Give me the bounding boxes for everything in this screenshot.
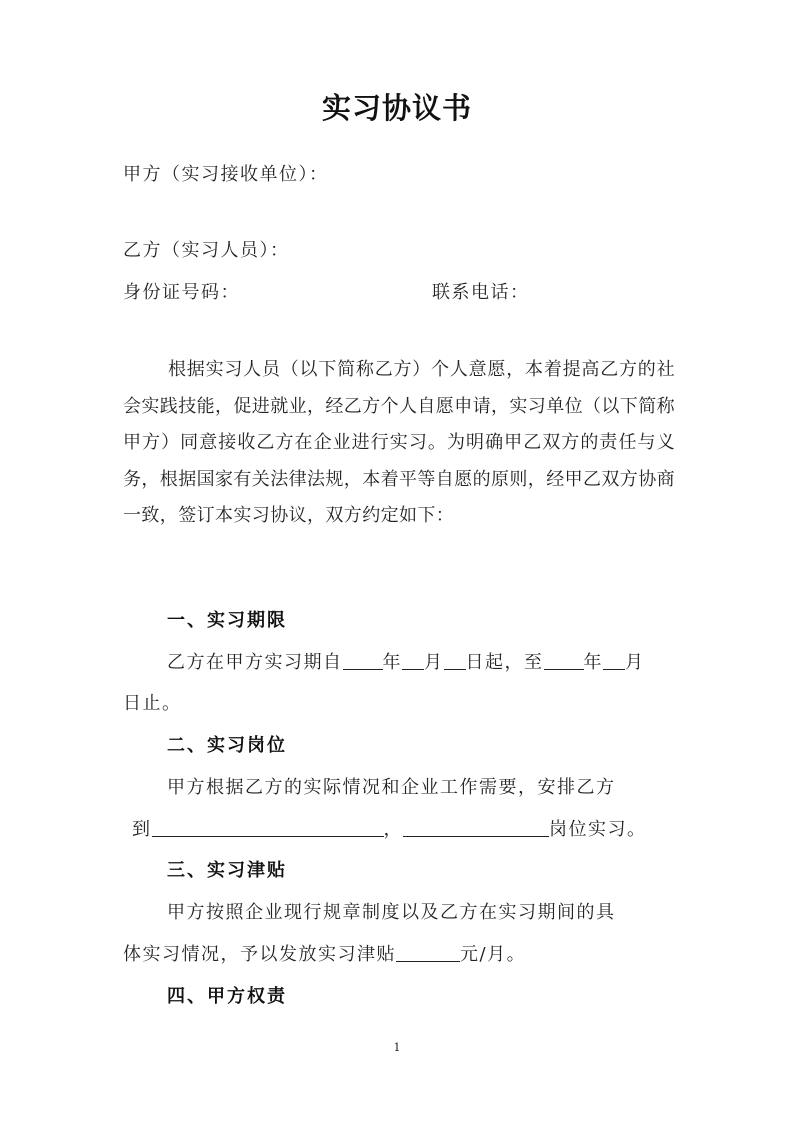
allowance-text-line-2 [123, 940, 526, 966]
section-3-heading: 三、实习津贴 [167, 860, 287, 881]
phone-label: 联系电话： [432, 282, 530, 303]
intro-paragraph: 根据实习人员（以下简称乙方）个人意愿，本着提高乙方的社会实践技能，促进就业，经乙方个人自愿申请，实习单位（以下简称甲方）同意接收乙方在企业进行实习。为明确甲乙双方的责任与义务，根据国家有关法律法规，本着平等自愿的原则，经甲乙双方协商一致，签订本实习协议，双方约定如下： [123, 359, 675, 527]
to-label: 到 [132, 819, 152, 840]
year-label: 年 [382, 652, 402, 673]
start-month-blank[interactable] [402, 651, 424, 670]
start-year-blank[interactable] [343, 651, 383, 670]
position-blank-line [132, 815, 647, 841]
internship-period-line [167, 648, 645, 674]
end-year-blank[interactable] [544, 651, 584, 670]
allowance-text-line-1: 甲方按照企业现行规章制度以及乙方在实习期间的具 [167, 902, 616, 923]
year-label-2: 年 [583, 652, 603, 673]
page-number: 1 [393, 1041, 401, 1054]
comma-label: ， [383, 819, 403, 840]
period-end-line: 日止。 [123, 693, 182, 714]
document-title: 实习协议书 [321, 91, 472, 125]
month-label: 月 [424, 652, 444, 673]
section-2-heading: 二、实习岗位 [167, 735, 287, 756]
start-day-blank[interactable] [444, 651, 466, 670]
party-b-label: 乙方（实习人员）： [123, 240, 290, 261]
day-from-label: 日起，至 [465, 652, 544, 673]
allowance-amount-blank[interactable] [396, 943, 460, 962]
month-label-2: 月 [625, 652, 645, 673]
section-1-heading: 一、实习期限 [167, 610, 287, 631]
allowance-text: 体实习情况，予以发放实习津贴 [123, 944, 396, 965]
position-text-line: 甲方根据乙方的实际情况和企业工作需要，安排乙方 [167, 777, 616, 798]
position-blank[interactable] [403, 818, 549, 837]
department-blank[interactable] [152, 818, 384, 837]
position-suffix: 岗位实习。 [549, 819, 647, 840]
id-number-label: 身份证号码： [123, 282, 240, 303]
party-a-label: 甲方（实习接收单位）： [123, 164, 329, 185]
end-month-blank[interactable] [603, 651, 625, 670]
allowance-unit: 元/月。 [460, 944, 527, 965]
section-4-heading: 四、甲方权责 [167, 986, 287, 1007]
period-text: 乙方在甲方实习期自 [167, 652, 343, 673]
